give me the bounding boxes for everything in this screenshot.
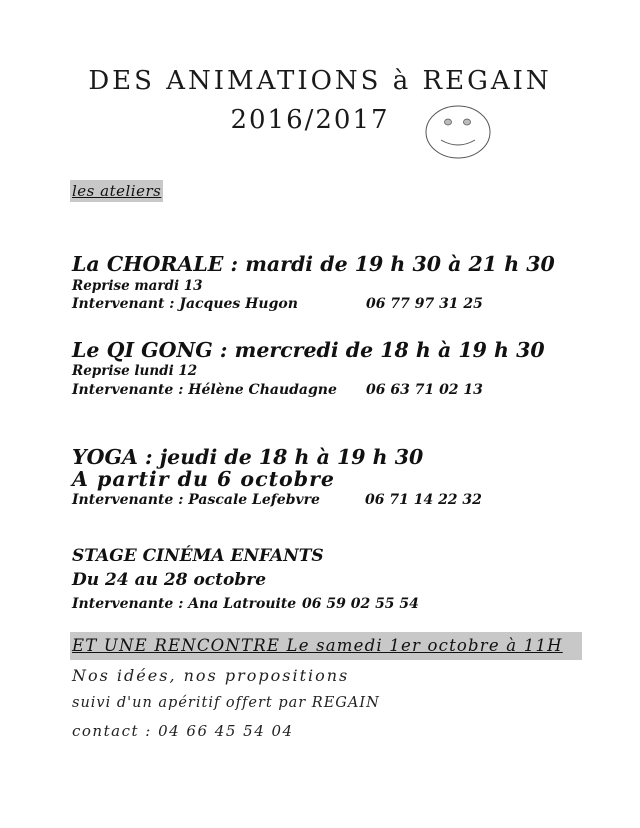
activity-heading-cinema: STAGE CINÉMA ENFANTS — [72, 546, 324, 566]
activity-contact-chorale: Intervenant : Jacques Hugon — [72, 296, 298, 312]
meeting-line-aperitif: suivi d'un apéritif offert par REGAIN — [72, 695, 380, 711]
activity-contact-qigong: Intervenante : Hélène Chaudagne — [72, 382, 337, 398]
activity-phone-yoga: 06 71 14 22 32 — [365, 492, 482, 508]
activity-heading-chorale: La CHORALE : mardi de 19 h 30 à 21 h 30 — [72, 252, 555, 276]
activity-contact-yoga: Intervenante : Pascale Lefebvre — [72, 492, 320, 508]
activity-phone-chorale: 06 77 97 31 25 — [366, 296, 483, 312]
page-title: DES ANIMATIONS à REGAIN — [88, 66, 552, 96]
activity-heading-qigong: Le QI GONG : mercredi de 18 h à 19 h 30 — [72, 338, 545, 362]
activity-subline-cinema: Du 24 au 28 octobre — [72, 570, 267, 590]
activity-heading-yoga: YOGA : jeudi de 18 h à 19 h 30 — [72, 445, 424, 469]
activity-phone-qigong: 06 63 71 02 13 — [366, 382, 483, 398]
meeting-banner: ET UNE RENCONTRE Le samedi 1er octobre à 11H — [70, 632, 582, 660]
meeting-line-ideas: Nos idées, nos propositions — [72, 666, 350, 685]
activity-phone-cinema: 06 59 02 55 54 — [302, 596, 419, 612]
activity-subline-chorale: Reprise mardi 13 — [72, 278, 203, 294]
smiley-face-icon — [424, 104, 492, 160]
activity-subline-qigong: Reprise lundi 12 — [72, 363, 198, 379]
meeting-contact-phone: contact : 04 66 45 54 04 — [72, 722, 294, 740]
page-subtitle-year: 2016/2017 — [230, 105, 390, 135]
activity-subline-yoga: A partir du 6 octobre — [72, 467, 335, 491]
section-label-ateliers: les ateliers — [72, 182, 162, 200]
activity-contact-cinema: Intervenante : Ana Latrouite — [72, 596, 297, 612]
